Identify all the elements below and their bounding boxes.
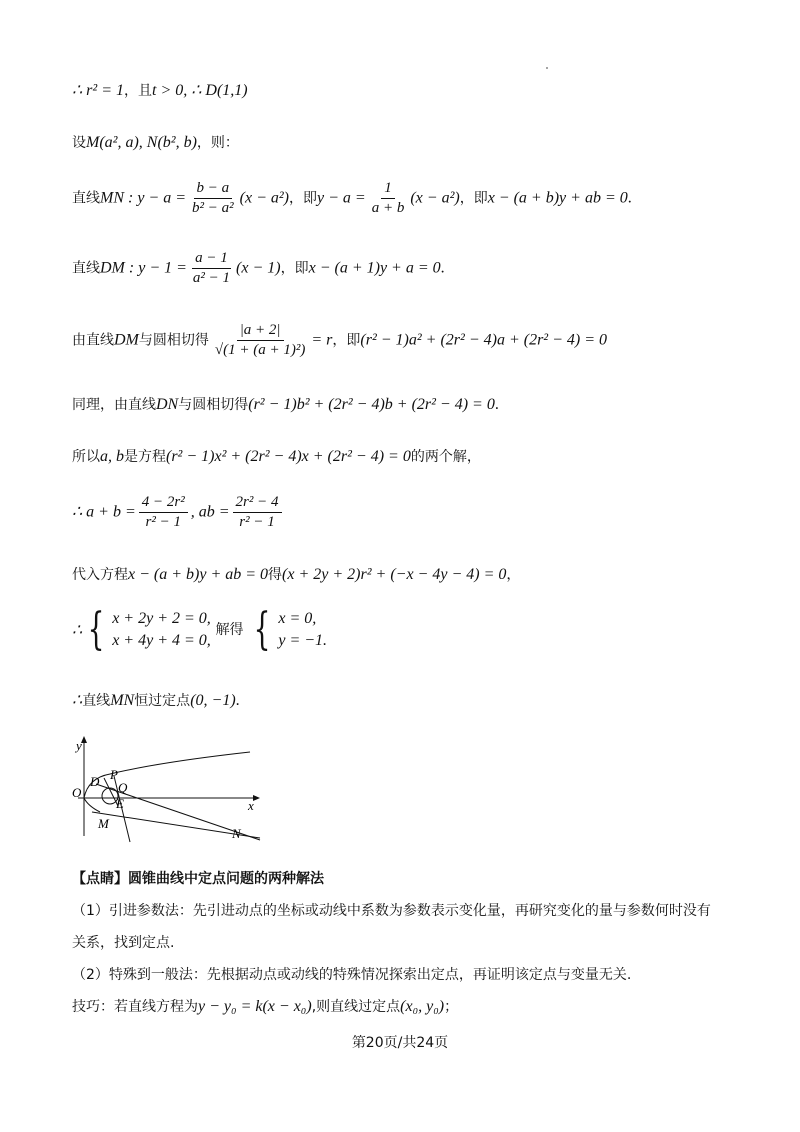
fraction — [189, 180, 237, 217]
fraction-numerator: |a + 2| — [237, 322, 284, 341]
text: 直线 — [72, 190, 100, 207]
fraction-denominator: √(1 + (a + 1)²) — [214, 342, 306, 358]
math-expression: ∴ — [72, 692, 83, 709]
text: 解得 — [215, 622, 244, 638]
geometry-figure — [70, 736, 270, 848]
scan-speck — [546, 67, 548, 69]
text: 代入方程 — [72, 567, 128, 583]
punctuation: ， — [506, 567, 521, 583]
punctuation: . — [235, 692, 240, 709]
math-expression: x − (a + 1)y + a = 0 — [308, 259, 441, 277]
text: 的两个解， — [410, 449, 481, 465]
x-axis-arrow — [253, 795, 260, 801]
math-expression: t > 0, ∴ D(1,1) — [152, 82, 248, 99]
math-expression: x − (a + b)y + ab = 0 — [128, 566, 269, 583]
text: 由直线 — [72, 332, 114, 349]
math-expression: = r — [311, 331, 333, 349]
text: ，且 — [124, 83, 152, 99]
solution-line-5 — [72, 322, 607, 359]
fraction-denominator: a² − 1 — [192, 270, 231, 286]
text: ，即 — [332, 332, 361, 349]
math-expression: a, b — [100, 448, 124, 465]
fraction-numerator: 2r² − 4 — [233, 494, 282, 513]
solution-line-7 — [72, 446, 481, 466]
fraction-numerator: a − 1 — [192, 250, 231, 269]
math-expression: (r² − 1)b² + (2r² − 4)b + (2r² − 4) = 0 — [248, 396, 495, 413]
text: 得 — [268, 567, 283, 583]
solution-line-1 — [72, 80, 248, 100]
solution-line-6 — [72, 394, 499, 414]
label-o: O — [72, 785, 82, 800]
text: 恒过定点 — [134, 693, 191, 709]
fraction-denominator: b² − a² — [192, 200, 234, 216]
solution-line-8 — [72, 494, 285, 531]
math-expression: y − y₀ = k(x − x₀) — [198, 998, 312, 1015]
fraction-numerator: 4 − 2r² — [139, 494, 188, 513]
math-expression: (x − a²) — [239, 189, 290, 207]
text: ，则： — [196, 135, 239, 151]
left-brace: { — [87, 604, 105, 655]
solution-line-10 — [72, 604, 328, 655]
remark-paragraph-1-cont: 关系，找到定点. — [72, 935, 175, 951]
math-expression: ∴ — [72, 622, 83, 639]
math-expression: y − a = — [317, 189, 366, 207]
math-expression: (x − 1) — [236, 259, 281, 277]
math-expression: DM — [114, 331, 139, 349]
solution-line-11 — [72, 690, 240, 710]
punctuation: . — [440, 259, 445, 277]
equation-system — [248, 604, 328, 655]
math-expression: (0, −1) — [190, 692, 236, 709]
solution-line-3 — [72, 180, 632, 217]
label-n: N — [232, 826, 241, 841]
label-e: E — [116, 796, 124, 811]
parabola-lower — [84, 798, 100, 812]
label-d: D — [90, 774, 100, 789]
text: 同理，由直线 — [72, 397, 156, 413]
math-expression: DM : y − 1 = — [100, 259, 187, 277]
label-m: M — [98, 816, 109, 831]
math-expression: ∴ a + b = — [72, 503, 136, 521]
text: ，即 — [459, 190, 488, 207]
equation-system — [72, 604, 211, 655]
solution-line-2 — [72, 132, 239, 152]
text: 是方程 — [124, 449, 166, 465]
text: ，即 — [280, 260, 309, 277]
remark-heading-text: 圆锥曲线中定点问题的两种解法 — [128, 871, 324, 887]
remark-paragraph-2: （2）特殊到一般法：先根据动点或动线的特殊情况探索出定点，再证明该定点与变量无关. — [72, 967, 632, 983]
text: 直线 — [72, 260, 100, 277]
system-equation: x + 2y + 2 = 0, — [112, 610, 211, 627]
system-equation: y = −1. — [278, 632, 328, 649]
math-expression: (x + 2y + 2)r² + (−x − 4y − 4) = 0 — [282, 566, 507, 583]
math-expression: , ab = — [190, 503, 230, 521]
fraction-numerator: 1 — [381, 180, 395, 199]
label-q: Q — [118, 780, 128, 795]
math-expression: MN — [110, 692, 135, 709]
math-expression: x − (a + b)y + ab = 0 — [487, 189, 628, 207]
text: 与圆相切得 — [178, 397, 249, 413]
text: 所以 — [72, 449, 100, 465]
remark-title — [72, 868, 324, 888]
solution-line-9 — [72, 564, 520, 584]
fraction-denominator: r² − 1 — [239, 514, 275, 530]
math-expression: M(a², a), N(b², b) — [86, 134, 197, 151]
label-x: x — [248, 798, 254, 813]
remark-heading: 【点睛】 — [72, 871, 128, 887]
math-expression: ∴ r² = 1 — [72, 82, 124, 99]
fraction — [190, 250, 233, 287]
fraction-denominator: a + b — [371, 200, 405, 216]
text: ，即 — [289, 190, 318, 207]
math-expression: (x − a²) — [410, 189, 460, 207]
remark-paragraph-1: （1）引进参数法：先引进动点的坐标或动线中系数为参数表示变化量，再研究变化的量与参数何时没有 — [72, 903, 711, 919]
label-p: P — [110, 767, 118, 782]
fraction — [139, 494, 188, 531]
fraction — [369, 180, 408, 217]
fraction-denominator: r² − 1 — [145, 514, 181, 530]
math-expression: DN — [156, 396, 179, 413]
y-axis-arrow — [81, 736, 87, 743]
math-expression: (x₀, y₀) — [400, 998, 445, 1015]
label-y: y — [76, 738, 82, 753]
fraction-numerator: b − a — [194, 180, 233, 199]
left-brace: { — [253, 604, 271, 655]
text: 直线 — [82, 693, 111, 709]
punctuation: ； — [444, 999, 459, 1015]
math-expression: (r² − 1)x² + (2r² − 4)x + (2r² − 4) = 0 — [166, 448, 411, 465]
system-equation: x + 4y + 4 = 0, — [112, 632, 211, 649]
text: 设 — [72, 135, 86, 151]
math-expression: MN : y − a = — [100, 189, 187, 207]
text: ,则直线过定点 — [311, 999, 401, 1015]
parabola-upper — [84, 752, 250, 798]
fraction — [233, 494, 282, 531]
punctuation: . — [627, 189, 632, 207]
solution-line-4 — [72, 250, 445, 287]
text: 技巧：若直线方程为 — [72, 999, 198, 1015]
system-equation: x = 0, — [278, 610, 317, 627]
fraction — [212, 322, 308, 359]
text: 与圆相切得 — [138, 332, 209, 349]
remark-paragraph-3 — [72, 996, 458, 1016]
math-expression: (r² − 1)a² + (2r² − 4)a + (2r² − 4) = 0 — [360, 331, 608, 349]
punctuation: . — [494, 396, 499, 413]
page-number: 第20页/共24页 — [351, 1035, 449, 1051]
